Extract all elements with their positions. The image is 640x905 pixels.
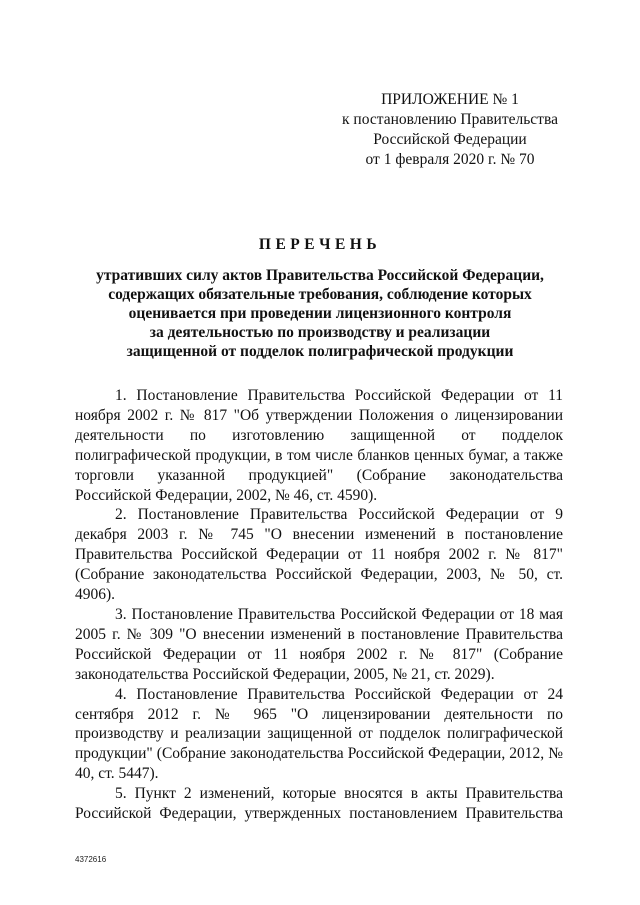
document-body [75, 386, 563, 824]
document-title: ПЕРЕЧЕНЬ [258, 236, 382, 253]
list-item-3: 3. Постановление Правительства Российской Федерации от 18 мая 2005 г. № 309 "О внесении изменений в постановление Правительства Российской Федерации от 11 ноября 2002 г. № 817" (Собрание законодательства Российской Федерации, 2005, № 21, ст. 2029). [75, 605, 563, 683]
document-subtitle [60, 266, 580, 361]
appendix-reference: к постановлению Правительства [342, 111, 558, 128]
subtitle-line: за деятельностью по производству и реализации [149, 324, 491, 341]
appendix-header [330, 90, 570, 170]
list-item-1: 1. Постановление Правительства Российской Федерации от 11 ноября 2002 г. № 817 "Об утверждении Положения о лицензировании деятельности по изготовлению защищенной от подделок полиграфической продукции, в том числе бланков ценных бумаг, а также торговли указанной продукцией" (Собрание законодательства Российской Федерации, 2002, № 46, ст. 4590). [75, 387, 563, 504]
subtitle-line: содержащих обязательные требования, соблюдение которых [108, 286, 532, 303]
document-code: 4372616 [75, 855, 107, 864]
list-item-4: 4. Постановление Правительства Российской Федерации от 24 сентября 2012 г. № 965 "О лицензировании деятельности по производству и реализации защищенной от подделок полиграфической продукции" (Собрание законодательства Российской Федерации, 2012, № 40, ст. 5447). [75, 685, 563, 783]
subtitle-line: защищенной от подделок полиграфической продукции [126, 343, 514, 360]
list-item-5: 5. Пункт 2 изменений, которые вносятся в акты Правительства Российской Федерации, утвержденных постановлением Правительства [75, 785, 563, 823]
appendix-date-number: от 1 февраля 2020 г. № 70 [365, 151, 535, 168]
list-item-2: 2. Постановление Правительства Российской Федерации от 9 декабря 2003 г. № 745 "О внесении изменений в постановление Правительства Российской Федерации от 11 ноября 2002 г. № 817" (Собрание законодательства Российской Федерации, 2003, № 50, ст. 4906). [75, 506, 563, 604]
subtitle-line: оценивается при проведении лицензионного контроля [128, 305, 512, 322]
appendix-number: ПРИЛОЖЕНИЕ № 1 [381, 91, 519, 108]
appendix-government: Российской Федерации [373, 131, 527, 148]
subtitle-line: утративших силу актов Правительства Российской Федерации, [96, 267, 544, 284]
